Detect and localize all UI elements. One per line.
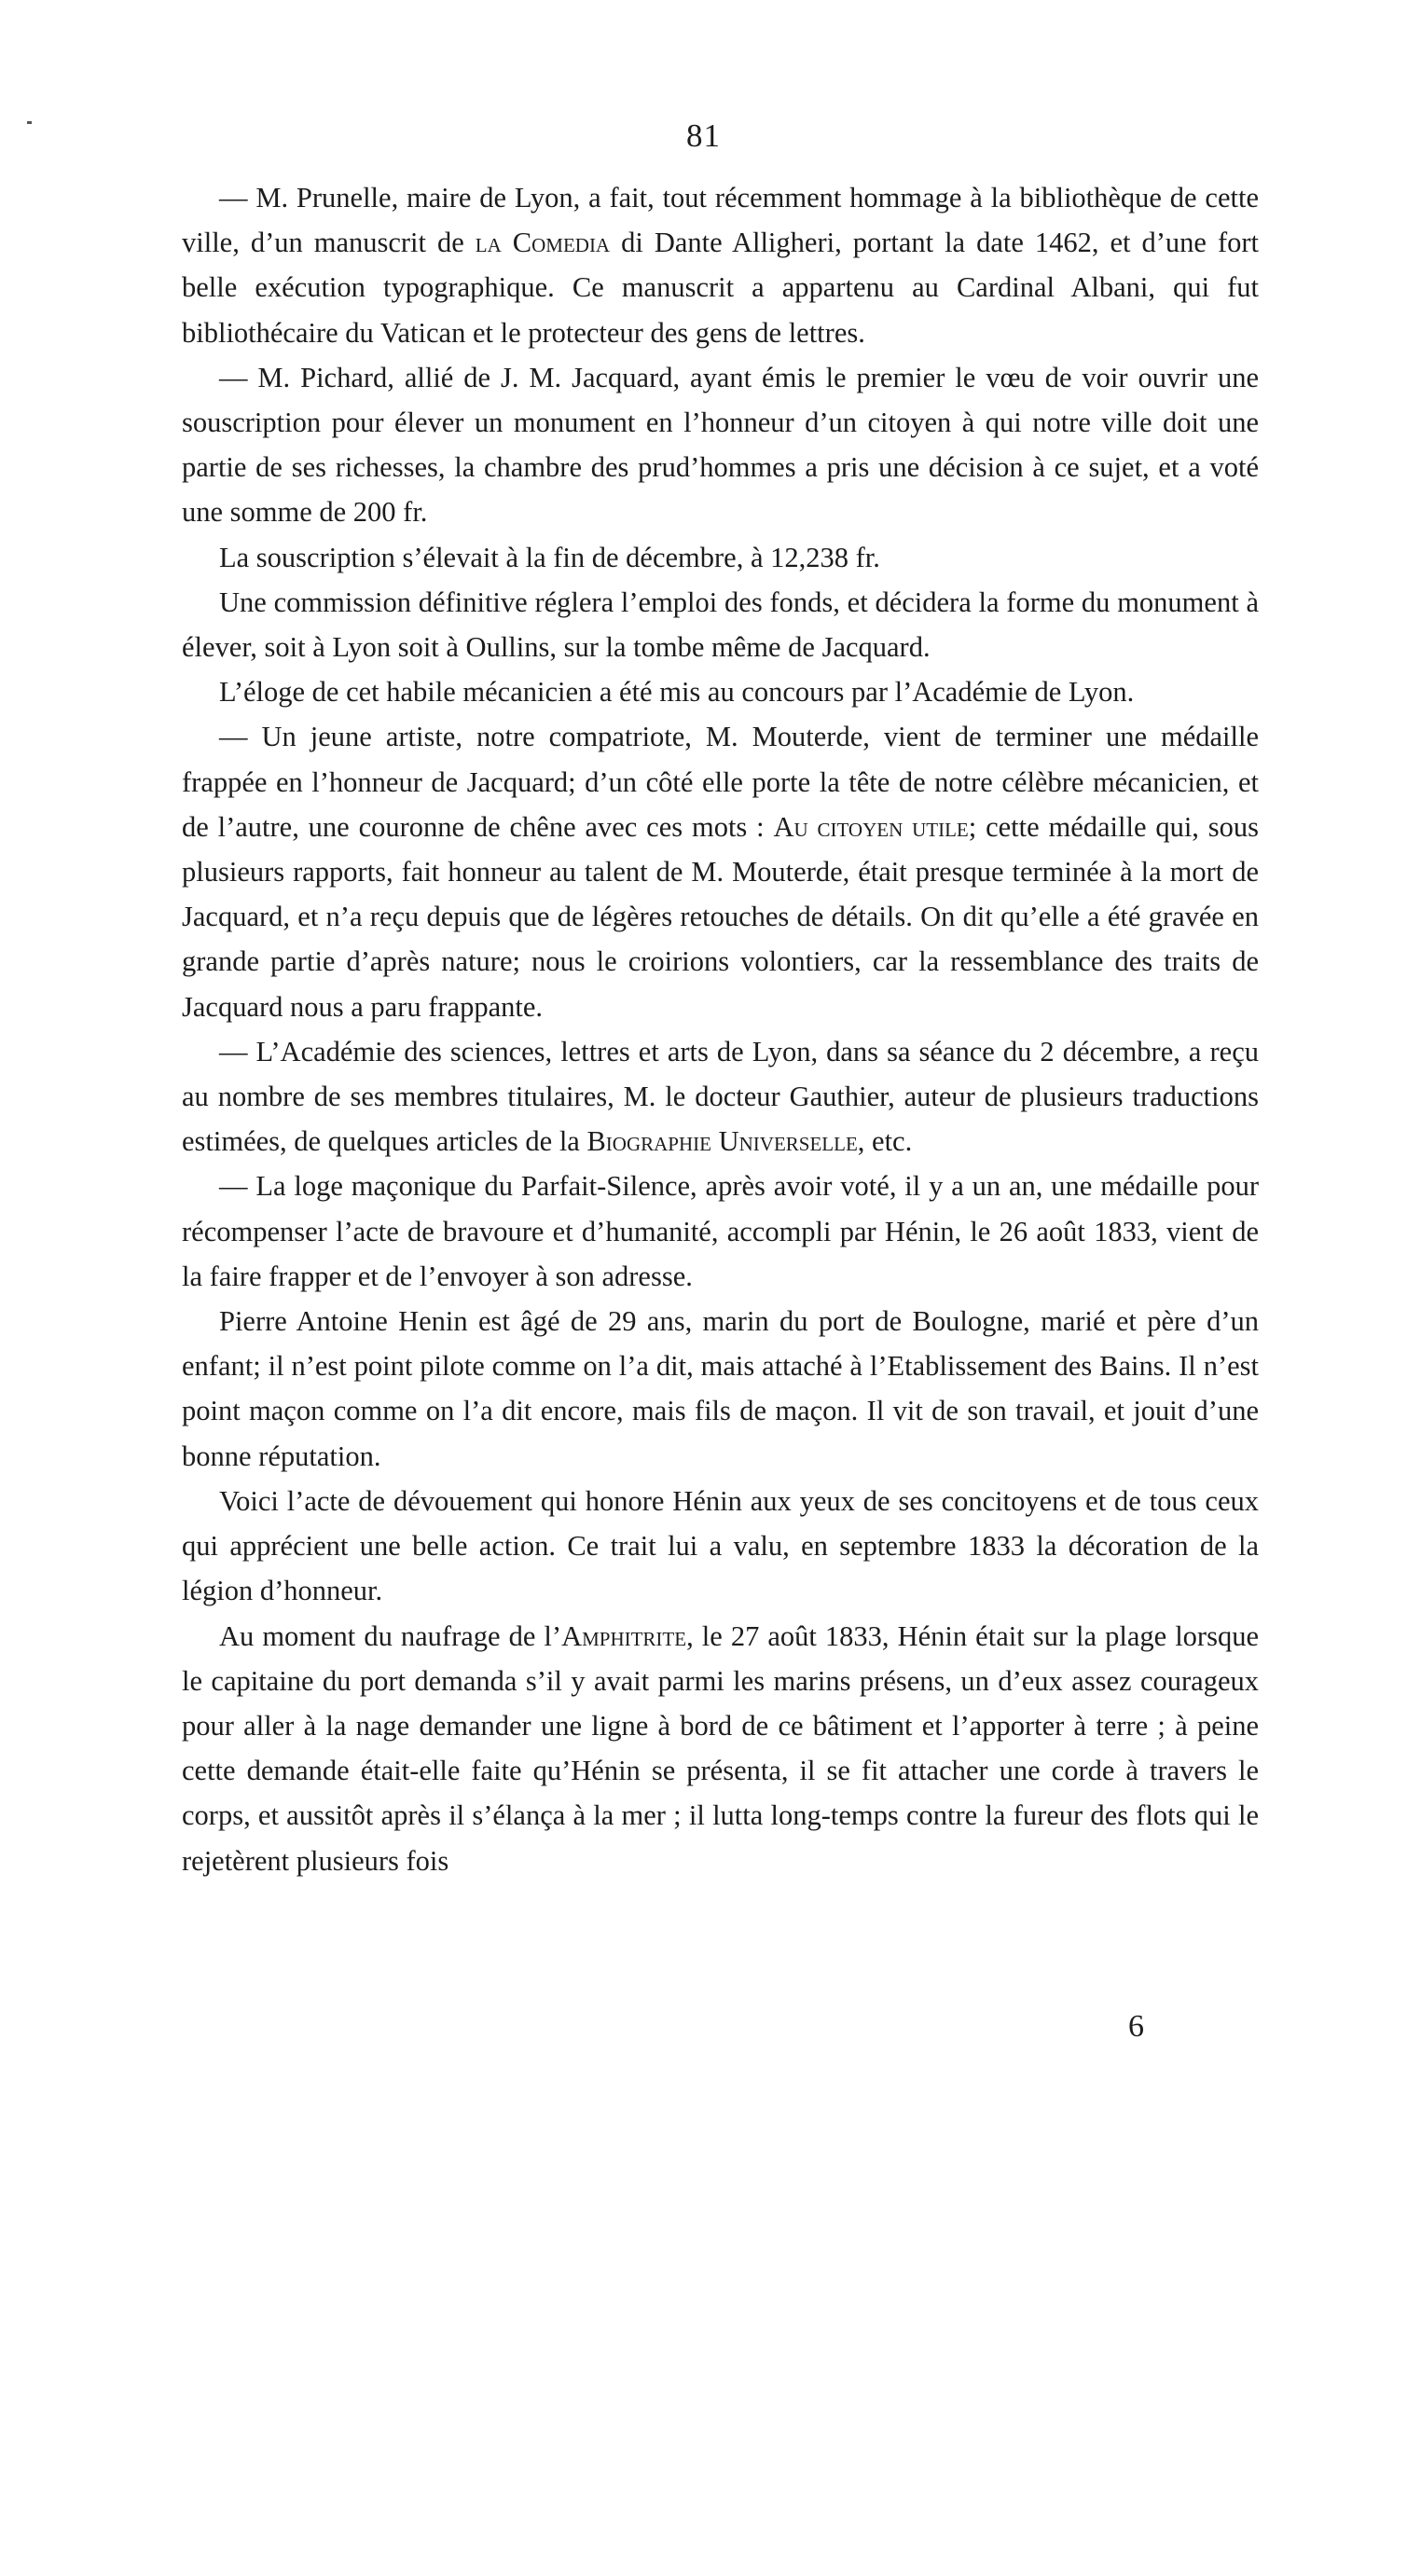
paragraph-devouement: Voici l’acte de dévouement qui honore Hénin aux yeux de ses concitoyens et de tous ceux qui apprécient une belle action. Ce trait lui a valu, en septembre 1833 la décoration de la légion d’honneur. [182,1484,1259,1607]
paragraph-mouterde-medal: — Un jeune artiste, notre compatriote, M. Mouterde, vient de terminer une médaille frappée en l’honneur de Jacquard; d’un côté elle porte la tête de notre célèbre mécanicien, et de l’autre, une couronne de chêne avec ces mots : Au citoyen utile; cette médaille qui, sous plusieurs rapports, fait honneur au talent de M. Mouterde, était presque terminée à la mort de Jacquard, et n’a reçu depuis que de légères retouches de détails. On dit qu’elle a été gravée en grande partie d’après nature; nous le croirions volontiers, car la ressemblance des traits de Jacquard nous a paru frappante. [182,721,1259,1023]
page-number: 81 [686,117,721,154]
small-caps-title: la Comedia [475,227,611,259]
paragraph-eloge: L’éloge de cet habile mécanicien a été mis au concours par l’Académie de Lyon. [219,676,1135,709]
paragraph-subscription-total: La souscription s’élevait à la fin de décembre, à 12,238 fr. [219,541,880,573]
paragraph-loge-maconique: — La loge maçonique du Parfait-Silence, après avoir voté, il y a un an, une médaille pour récompenser l’acte de bravoure et d’humanité, accompli par Hénin, le 26 août 1833, vient de la faire frapper et de l’envoyer à son adresse. [182,1170,1259,1292]
paragraph-amphitrite: Au moment du naufrage de l’Amphitrite, le 27 août 1833, Hénin était sur la plage lorsque le capitaine du port demanda s’il y avait parmi les marins présens, un d’eux assez courageux pour aller à la nage demander une ligne à bord de ce bâtiment et l’apporter à terre ; à peine cette demande était-elle faite qu’Hénin se présenta, il se fit attacher une corde à travers le corps, et aussitôt après il s’élança à la mer ; il lutta long-temps contre la fureur des flots qui le rejetèrent plusieurs fois [182,1619,1259,1877]
signature-mark: 6 [1128,2009,1144,2044]
paragraph-prunelle-manuscript: — M. Prunelle, maire de Lyon, a fait, tout récemment hommage à la bibliothèque de cette ville, d’un manuscrit de la Comedia di Dante Alligheri, portant la date 1462, et d’une fort belle exécution typographique. Ce manuscrit a appartenu au Cardinal Albani, qui fut bibliothécaire du Vatican et le protecteur des gens de lettres. [182,182,1259,349]
paragraph-commission: Une commission définitive réglera l’emploi des fonds, et décidera la forme du monument à élever, soit à Lyon soit à Oullins, sur la tombe même de Jacquard. [182,585,1259,664]
paragraph-academie: — L’Académie des sciences, lettres et arts de Lyon, dans sa séance du 2 décembre, a reçu au nombre de ses membres titulaires, M. le docteur Gauthier, auteur de plusieurs traductions estimées, de quelques articles de la Biographie Universelle, etc. [182,1035,1259,1158]
paragraph-henin-bio: Pierre Antoine Henin est âgé de 29 ans, marin du port de Boulogne, marié et père d’un enfant; il n’est point pilote comme on l’a dit, mais attaché à l’Etablissement des Bains. Il n’est point maçon comme on l’a dit encore, mais fils de maçon. Il vit de son travail, et jouit d’une bonne réputation. [182,1305,1259,1472]
small-caps-ship-name: Amphitrite [561,1619,687,1652]
paragraph-pichard-subscription: — M. Pichard, allié de J. M. Jacquard, ayant émis le premier le vœu de voir ouvrir une souscription pour élever un monument en l’honneur d’un citoyen à qui notre ville doit une partie de ses richesses, la chambre des prud’hommes a pris une décision à ce sujet, et a voté une somme de 200 fr. [182,361,1259,529]
small-caps-biographie: Biographie Universelle [586,1125,858,1158]
body-text [182,175,1259,1883]
small-caps-inscription: Au citoyen utile [773,810,969,843]
